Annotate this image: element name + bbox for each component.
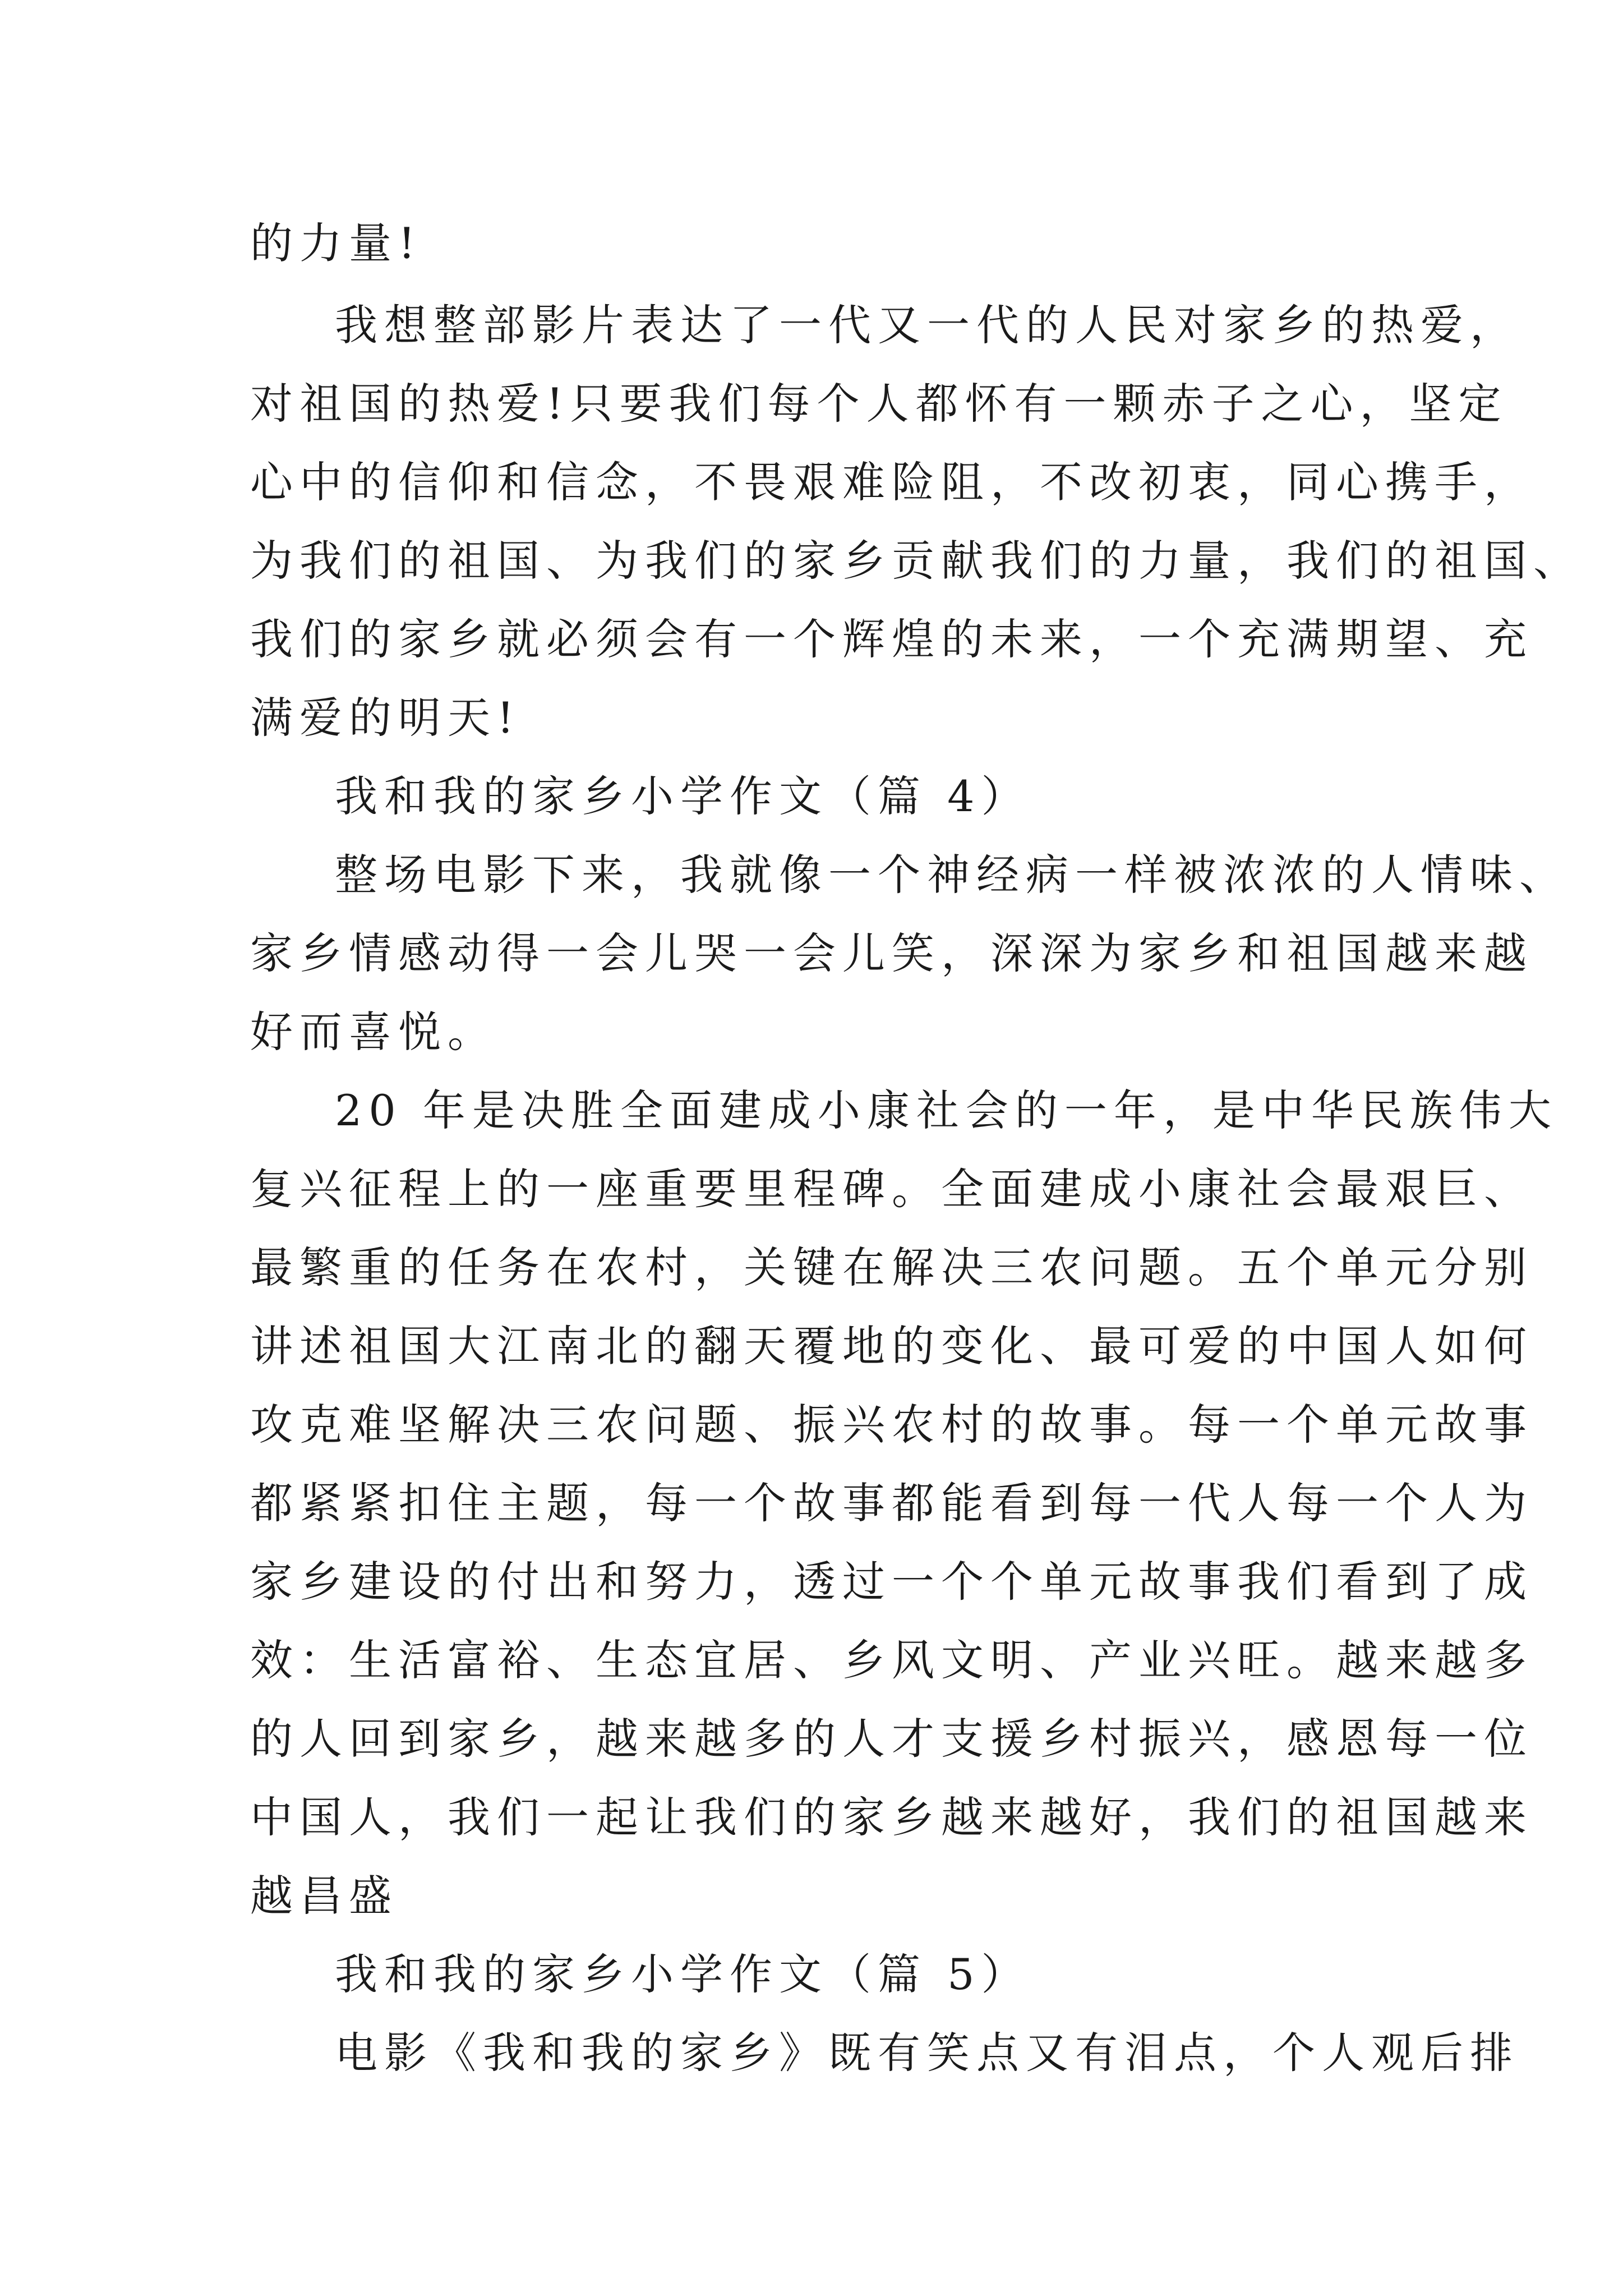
text-line: 复兴征程上的一座重要里程碑。全面建成小康社会最艰巨、 xyxy=(250,1164,1533,1214)
text-line: 最繁重的任务在农村，关键在解决三农问题。五个单元分别 xyxy=(250,1243,1533,1292)
text-line: 满爱的明天! xyxy=(250,693,521,743)
text-line: 家乡建设的付出和努力，透过一个个单元故事我们看到了成 xyxy=(250,1557,1533,1607)
section-heading: 我和我的家乡小学作文（篇 5） xyxy=(335,1949,1031,1999)
text-line: 为我们的祖国、为我们的家乡贡献我们的力量，我们的祖国、 xyxy=(250,536,1583,586)
text-line: 越昌盛 xyxy=(250,1871,398,1921)
text-line: 我想整部影片表达了一代又一代的人民对家乡的热爱， xyxy=(335,300,1519,350)
text-line: 我们的家乡就必须会有一个辉煌的未来，一个充满期望、充 xyxy=(250,614,1533,664)
section-heading: 我和我的家乡小学作文（篇 4） xyxy=(335,771,1031,821)
text-line: 讲述祖国大江南北的翻天覆地的变化、最可爱的中国人如何 xyxy=(250,1321,1533,1371)
text-line: 对祖国的热爱!只要我们每个人都怀有一颗赤子之心，坚定 xyxy=(250,379,1508,429)
text-line: 好而喜悦。 xyxy=(250,1007,497,1057)
text-line: 的力量! xyxy=(250,218,422,268)
text-line: 电影《我和我的家乡》既有笑点又有泪点，个人观后排 xyxy=(335,2028,1519,2078)
text-line: 心中的信仰和信念，不畏艰难险阻，不改初衷，同心携手， xyxy=(250,457,1533,507)
text-line: 都紧紧扣住主题，每一个故事都能看到每一代人每一个人为 xyxy=(250,1478,1533,1528)
text-line: 效：生活富裕、生态宜居、乡风文明、产业兴旺。越来越多 xyxy=(250,1635,1533,1685)
text-line: 20 年是决胜全面建成小康社会的一年，是中华民族伟大 xyxy=(335,1085,1558,1135)
text-line: 的人回到家乡，越来越多的人才支援乡村振兴，感恩每一位 xyxy=(250,1714,1533,1764)
text-line: 整场电影下来，我就像一个神经病一样被浓浓的人情味、 xyxy=(335,850,1569,900)
text-line: 家乡情感动得一会儿哭一会儿笑，深深为家乡和祖国越来越 xyxy=(250,928,1533,978)
text-line: 中国人，我们一起让我们的家乡越来越好，我们的祖国越来 xyxy=(250,1792,1533,1842)
text-line: 攻克难坚解决三农问题、振兴农村的故事。每一个单元故事 xyxy=(250,1400,1533,1450)
